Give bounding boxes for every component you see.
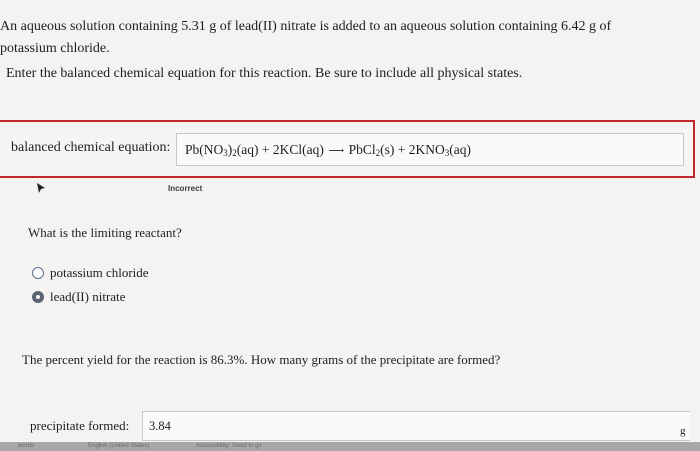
product-potassium-nitrate: $2KNO_3(aq)$: [408, 142, 471, 158]
unit-label: g: [680, 425, 686, 437]
percent-yield-question: The percent yield for the reaction is 86.3%. How many grams of the precipitate are formed?: [22, 352, 501, 367]
word-count: words: [18, 443, 35, 449]
accessibility-indicator[interactable]: Accessibility: Good to go: [196, 443, 262, 449]
option-label: lead(II) nitrate: [50, 289, 126, 304]
equation-input[interactable]: [176, 133, 684, 166]
plus-sign: +: [397, 142, 406, 157]
product-lead-chloride: PbCl$_2$(s): [348, 142, 395, 158]
question-prompt: An aqueous solution containing 5.31 g of lead(II) nitrate is added to an aqueous solution containing 6.42 g of potassium chloride.: [0, 19, 612, 56]
reaction-arrow-icon: ⟶: [328, 145, 345, 157]
mouse-pointer-icon: [34, 181, 48, 195]
option-potassium-chloride[interactable]: [32, 263, 149, 283]
precipitate-label: precipitate formed:: [30, 418, 130, 433]
reactant-lead-nitrate: $Pb(NO_3)_2(aq)$: [185, 142, 259, 158]
question-instruction: Enter the balanced chemical equation for this reaction. Be sure to include all physical states.: [6, 66, 523, 81]
language-indicator[interactable]: English (United States): [88, 443, 150, 449]
option-lead-nitrate[interactable]: [32, 287, 125, 307]
reactant-potassium-chloride: 2KCl(aq): [272, 142, 324, 157]
option-label: potassium chloride: [50, 265, 149, 280]
status-bar: [0, 442, 700, 451]
equation-label: balanced chemical equation:: [11, 140, 171, 155]
plus-sign: +: [261, 142, 270, 157]
radio-button-selected[interactable]: [32, 291, 44, 303]
limiting-reactant-question: What is the limiting reactant?: [28, 225, 182, 240]
precipitate-input[interactable]: 3.84: [142, 411, 690, 441]
incorrect-feedback-label: Incorrect: [168, 184, 203, 193]
feedback-row: [0, 178, 700, 202]
radio-button[interactable]: [32, 267, 44, 279]
